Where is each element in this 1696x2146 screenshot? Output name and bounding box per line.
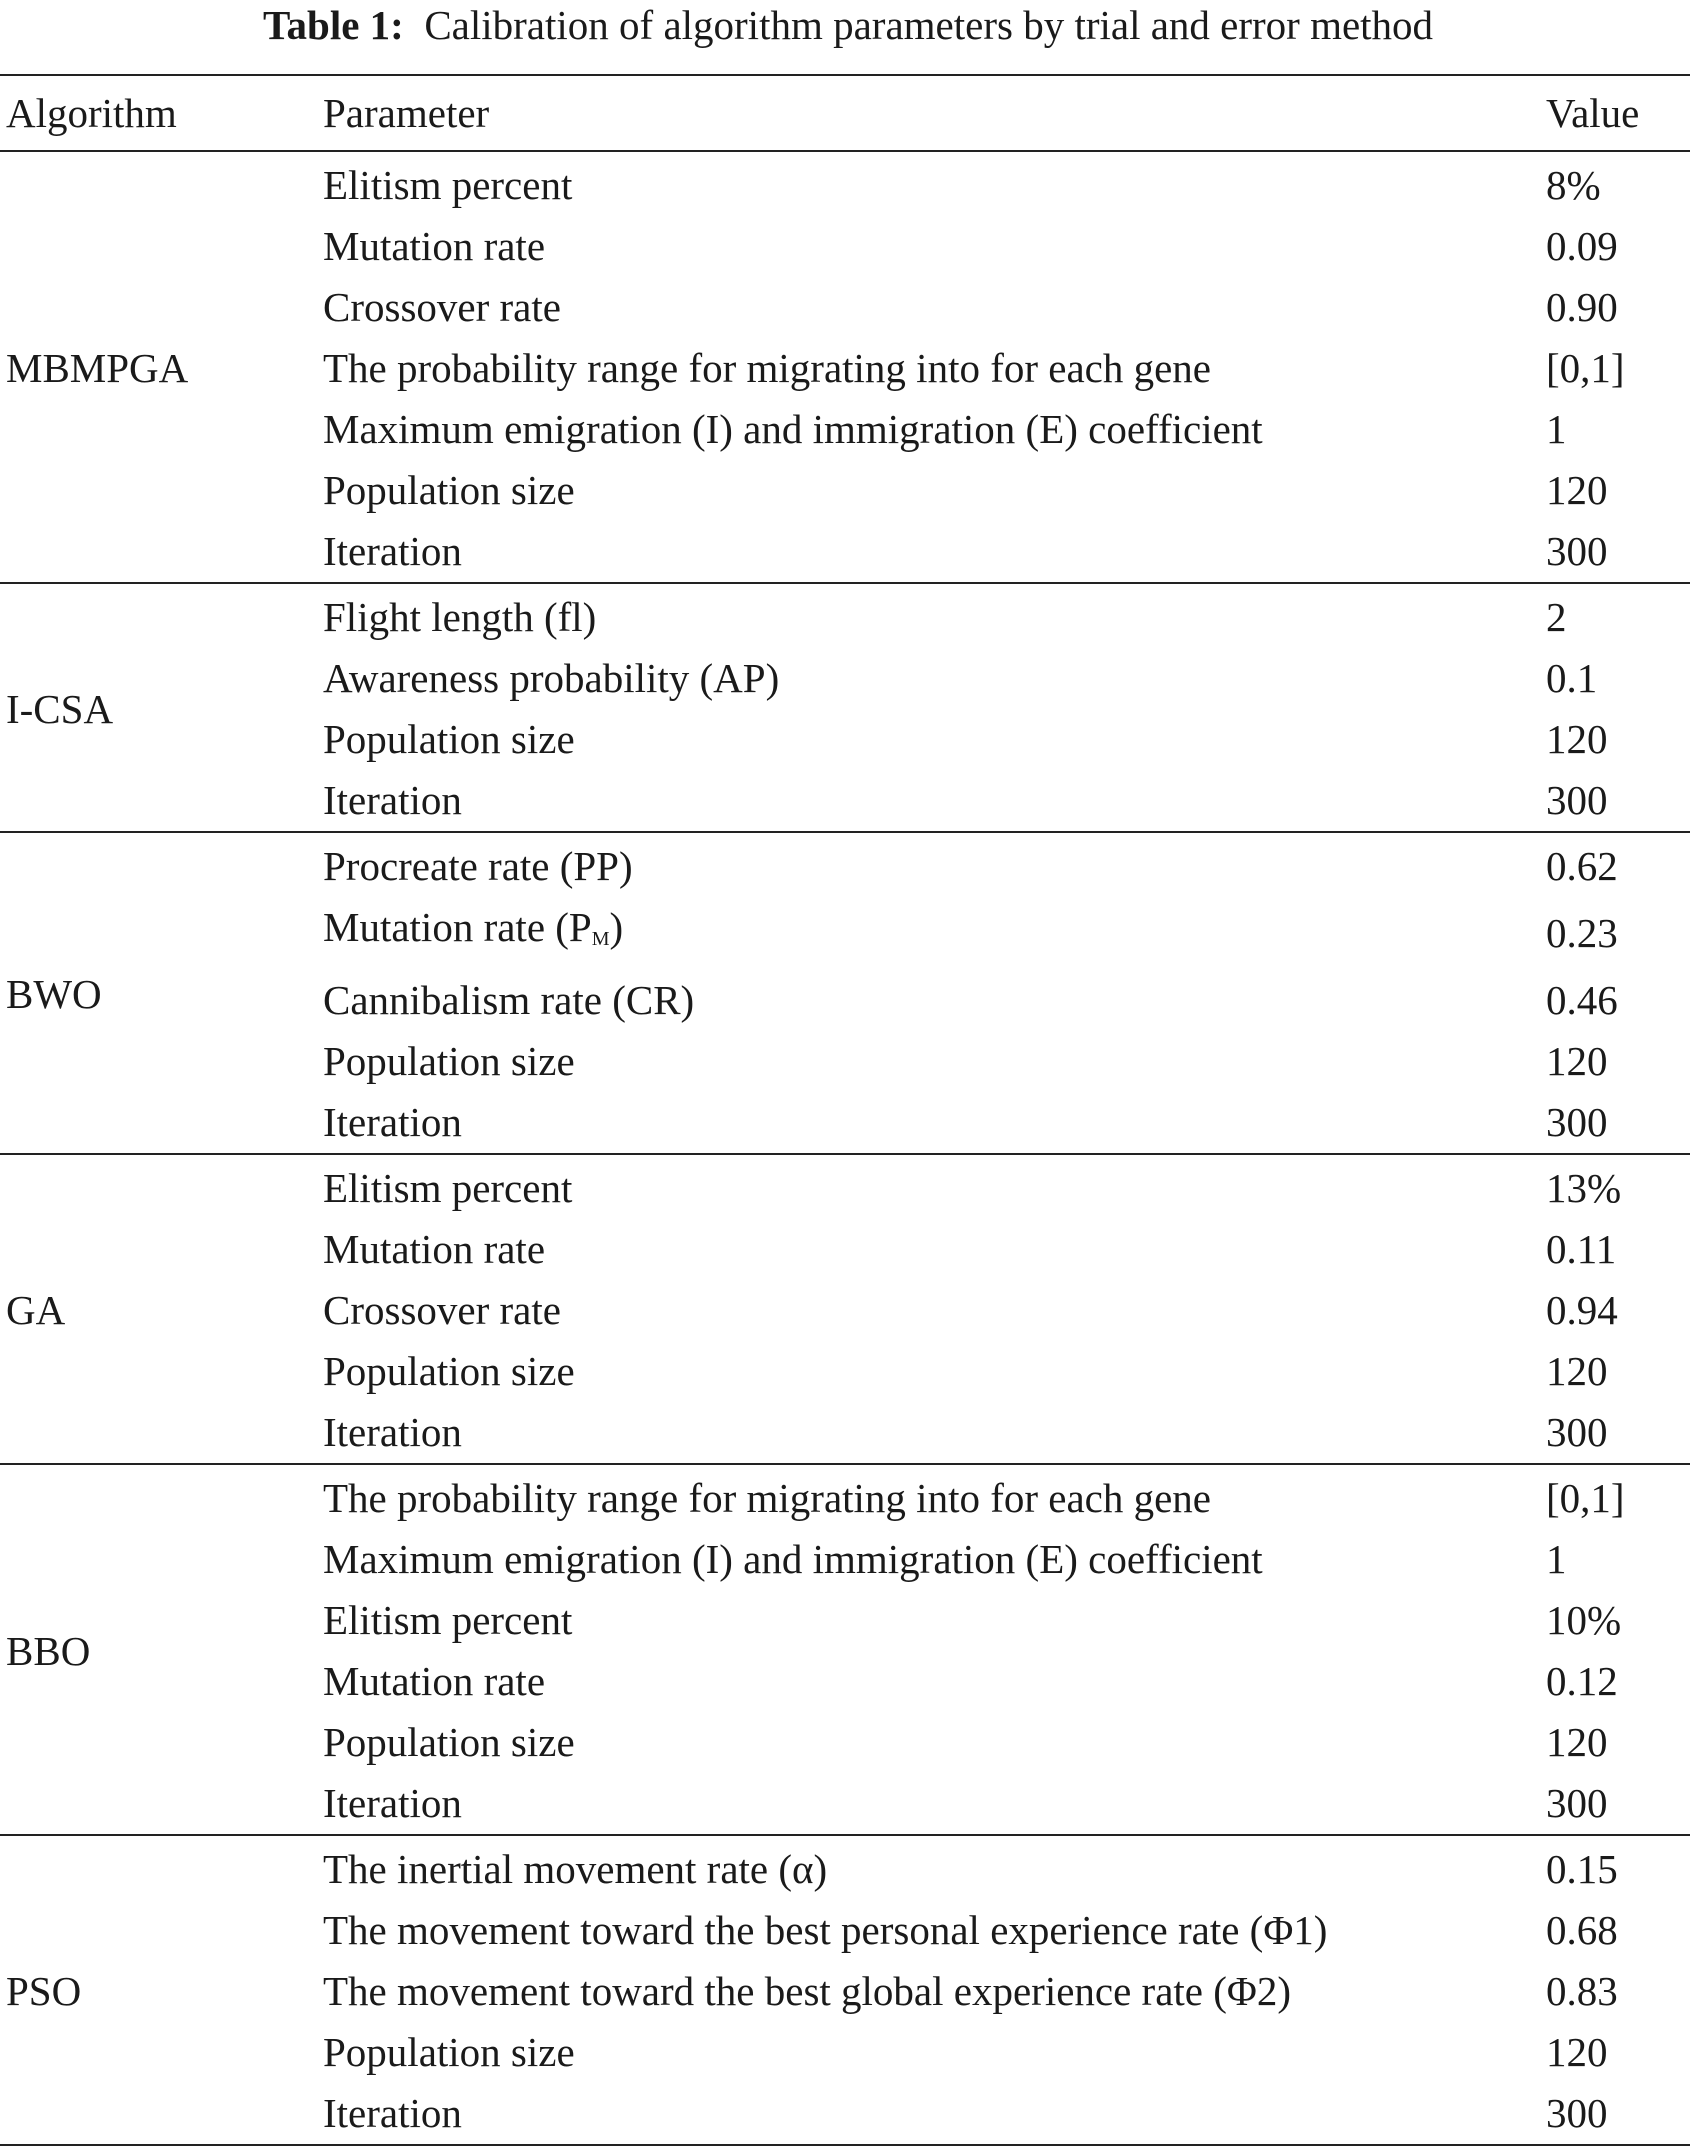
value-cell: 0.09 <box>1546 223 1618 269</box>
value-cell: 0.83 <box>1546 1968 1618 2014</box>
table-row <box>0 151 1690 216</box>
parameter-cell: The movement toward the best personal experience rate (Φ1) <box>323 1907 1328 1953</box>
value-cell: 0.94 <box>1546 1287 1618 1333</box>
parameter-cell: Crossover rate <box>323 1287 561 1333</box>
value-cell: 0.15 <box>1546 1846 1618 1892</box>
algorithm-name: BWO <box>6 971 102 1017</box>
parameter-cell: Elitism percent <box>323 1165 573 1211</box>
value-cell: 1 <box>1546 406 1567 452</box>
parameter-cell: Cannibalism rate (CR) <box>323 977 695 1023</box>
parameter-cell: The probability range for migrating into for each gene <box>323 345 1212 391</box>
value-cell: 0.62 <box>1546 843 1618 889</box>
parameter-cell <box>323 897 1546 970</box>
value-cell: 0.23 <box>1546 910 1618 956</box>
parameter-cell: The probability range for migrating into for each gene <box>323 1475 1212 1521</box>
value-cell: 0.68 <box>1546 1907 1618 1953</box>
table-caption-text: Calibration of algorithm parameters by trial and error method <box>424 2 1434 48</box>
parameter-cell: The inertial movement rate (α) <box>323 1846 828 1892</box>
value-cell: 120 <box>1546 467 1608 513</box>
value-cell: 120 <box>1546 2029 1608 2075</box>
algorithm-group <box>0 1464 1690 1835</box>
value-cell: 0.12 <box>1546 1658 1618 1704</box>
parameter-cell: Population size <box>323 1038 575 1084</box>
parameter-cell: Iteration <box>323 1780 462 1826</box>
parameter-cell: Awareness probability (AP) <box>323 655 780 701</box>
parameter-cell: Iteration <box>323 2090 462 2136</box>
algorithm-group <box>0 1835 1690 2145</box>
parameter-cell: Population size <box>323 716 575 762</box>
value-cell: 300 <box>1546 1409 1608 1455</box>
parameter-cell: Population size <box>323 1348 575 1394</box>
parameter-cell: Population size <box>323 467 575 513</box>
value-cell: 2 <box>1546 594 1567 640</box>
table-row <box>0 583 1690 648</box>
table-caption-label: Table 1: <box>262 2 404 48</box>
value-cell: 300 <box>1546 1099 1608 1145</box>
parameter-suffix: ) <box>609 904 624 950</box>
parameter-cell: Iteration <box>323 1099 462 1145</box>
value-cell: 120 <box>1546 1348 1608 1394</box>
algorithm-name: PSO <box>6 1968 82 2014</box>
value-cell: 300 <box>1546 777 1608 823</box>
value-cell: 120 <box>1546 1038 1608 1084</box>
algorithm-group <box>0 151 1690 583</box>
algorithm-name: MBMPGA <box>6 345 189 391</box>
value-cell: 300 <box>1546 1780 1608 1826</box>
algorithm-name: I-CSA <box>6 685 114 732</box>
value-cell: 0.46 <box>1546 977 1618 1023</box>
header-value: Value <box>1546 75 1690 151</box>
value-cell: 0.1 <box>1546 655 1598 701</box>
parameter-cell: Mutation rate <box>323 1658 546 1704</box>
value-cell: 13% <box>1546 1165 1622 1211</box>
parameter-cell: Maximum emigration (I) and immigration (E) coefficient <box>323 1536 1263 1582</box>
parameter-cell: Mutation rate <box>323 1226 546 1272</box>
value-cell: 0.11 <box>1546 1226 1617 1272</box>
table-header <box>0 75 1690 151</box>
algorithm-name: BBO <box>6 1627 91 1674</box>
algorithm-group <box>0 583 1690 832</box>
parameter-table-container <box>0 74 1690 2146</box>
parameter-cell: Iteration <box>323 528 462 574</box>
parameter-cell: Population size <box>323 2029 575 2075</box>
algorithm-name: GA <box>6 1287 66 1333</box>
parameter-cell: Elitism percent <box>323 1597 573 1643</box>
table-row <box>0 1154 1690 1219</box>
header-row <box>0 75 1690 151</box>
algorithm-group <box>0 1154 1690 1464</box>
table-row <box>0 1835 1690 1900</box>
parameter-cell: Iteration <box>323 1409 462 1455</box>
header-algorithm: Algorithm <box>0 75 323 151</box>
parameter-cell: Population size <box>323 1719 575 1765</box>
value-cell: 0.90 <box>1546 284 1618 330</box>
parameter-table <box>0 74 1690 2146</box>
value-cell: 300 <box>1546 528 1608 574</box>
value-cell: 300 <box>1546 2090 1608 2136</box>
header-parameter: Parameter <box>323 75 1546 151</box>
value-cell: 1 <box>1546 1536 1567 1582</box>
table-caption <box>0 0 1696 50</box>
value-cell: 120 <box>1546 1719 1608 1765</box>
parameter-cell: Iteration <box>323 777 462 823</box>
parameter-cell: Mutation rate <box>323 223 546 269</box>
value-cell: [0,1] <box>1546 345 1625 391</box>
algorithm-group <box>0 832 1690 1154</box>
value-cell: [0,1] <box>1546 1475 1625 1521</box>
value-cell: 10% <box>1546 1597 1622 1643</box>
parameter-cell: Procreate rate (PP) <box>323 843 633 889</box>
parameter-cell: Elitism percent <box>323 162 573 208</box>
table-row <box>0 1464 1690 1529</box>
value-cell: 8% <box>1546 162 1601 208</box>
parameter-subscript: M <box>591 928 610 950</box>
value-cell: 120 <box>1546 716 1608 762</box>
parameter-cell: Maximum emigration (I) and immigration (E) coefficient <box>323 406 1263 452</box>
parameter-cell: Flight length (fl) <box>323 594 597 640</box>
parameter-cell: Crossover rate <box>323 284 561 330</box>
parameter-cell: The movement toward the best global experience rate (Φ2) <box>323 1968 1292 2014</box>
table-row <box>0 832 1690 897</box>
parameter-text: Mutation rate (P <box>323 904 592 950</box>
